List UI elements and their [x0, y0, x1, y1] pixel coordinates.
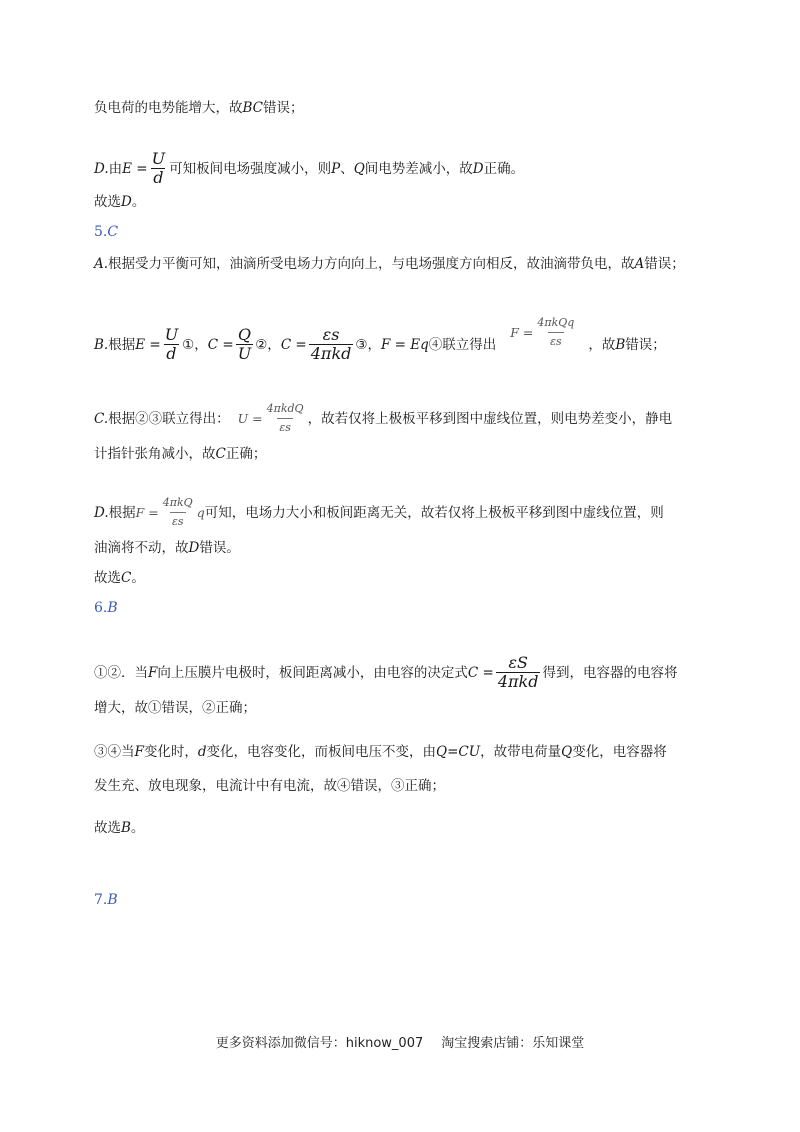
denominator: d: [153, 168, 164, 187]
var-bc: BC: [242, 100, 264, 116]
numerator: U: [164, 325, 179, 344]
text: 错误。: [199, 540, 240, 556]
fraction-f-d: [161, 494, 195, 531]
text: 油滴将不动，故: [94, 540, 189, 556]
text: 。: [130, 820, 145, 836]
numerator: Q: [237, 325, 252, 344]
text-line-energy: [94, 98, 720, 118]
text-line-choose-c: [94, 568, 720, 588]
denominator: U: [237, 344, 252, 363]
option-label: D.: [94, 160, 109, 177]
fraction-c-es: [309, 326, 354, 363]
equation-lhs: F =: [510, 324, 534, 340]
question-6-answer: [94, 598, 720, 618]
answer-letter: C: [107, 224, 119, 240]
option-label: A.: [94, 256, 109, 272]
var-q: Q: [353, 160, 365, 177]
text: 故选: [94, 194, 121, 210]
question-5-answer: [94, 222, 720, 242]
var-f: F: [148, 664, 158, 681]
text-line-6b2: [94, 776, 720, 796]
equation-lhs: E =: [135, 336, 161, 353]
text: 负电荷的电势能增大，故: [94, 100, 243, 116]
text: 根据: [108, 336, 136, 353]
text: ④联立得出: [428, 336, 497, 353]
text: 得到，电容器的电容将: [542, 664, 678, 681]
equation-lhs: C =: [207, 336, 234, 353]
text: 变化，电容器将: [572, 744, 667, 760]
text: ，故: [588, 336, 616, 353]
text: ，故带电荷量: [480, 744, 562, 760]
option-label: D.: [94, 504, 109, 521]
text-line-5b: [94, 316, 720, 363]
numerator: εs: [322, 325, 340, 344]
text-line-6a2: [94, 698, 720, 718]
var-d: D: [188, 540, 200, 556]
text: 错误；: [644, 256, 685, 272]
answer-letter: B: [107, 600, 118, 616]
text: 可知，电场力大小和板间距离无关，故若仅将上极板平移到图中虚线位置，则: [204, 504, 664, 521]
text-line-5d: [94, 494, 720, 531]
denominator: εs: [548, 332, 564, 351]
var-b: B: [615, 336, 626, 353]
denominator: εs: [170, 512, 186, 531]
denominator: 4πkd: [310, 344, 352, 363]
numerator: εS: [508, 653, 528, 672]
var-a: A: [634, 256, 645, 272]
numerator: 4πkdQ: [266, 402, 304, 415]
text-line-6a: [94, 654, 720, 691]
var-f: F: [134, 744, 144, 760]
text: 根据受力平衡可知，油滴所受电场力方向向上，与电场强度方向相反，故油滴带负电，故: [108, 256, 635, 272]
equation-lhs: U =: [237, 410, 263, 426]
answer-letter: B: [107, 892, 118, 908]
text: 变化，电容变化，而板间电压不变，由: [206, 744, 437, 760]
var-q: Q: [561, 744, 573, 760]
var-q: q: [196, 504, 205, 520]
text: 正确。: [483, 160, 525, 177]
text: 由: [108, 160, 123, 177]
text: 。: [131, 570, 145, 586]
var-d: D: [472, 160, 484, 177]
text: 根据: [108, 504, 136, 521]
text: 可知板间电场强度减小，则: [169, 160, 332, 177]
text: 。: [131, 194, 146, 210]
equation: F = Eq: [381, 336, 429, 353]
text: 错误；: [263, 100, 304, 116]
text-line-5c: [94, 400, 720, 437]
text: ③，: [355, 336, 381, 353]
question-7-answer: [94, 890, 720, 910]
text-line-choose-b: [94, 818, 720, 838]
text: 间电势差减小，故: [364, 160, 473, 177]
option-label: B.: [94, 336, 109, 353]
text: 发生充、放电现象，电流计中有电流，故④错误，③正确；: [94, 778, 445, 794]
text: ③④当: [94, 744, 135, 760]
fraction-capacitance: [496, 654, 541, 691]
text: 根据②③联立得出：: [108, 410, 230, 427]
fraction-e: [163, 326, 180, 363]
numerator: U: [151, 149, 166, 168]
denominator: 4πkd: [497, 672, 539, 691]
option-label: C.: [94, 410, 109, 427]
var-p: P: [331, 160, 341, 177]
text-line-option-d: [94, 150, 720, 187]
equation-lhs: C =: [280, 336, 307, 353]
footer-shop: 淘宝搜索店铺：乐知课堂: [441, 1036, 585, 1051]
numerator: 4πkQ: [162, 496, 193, 509]
equation-lhs: F =: [135, 504, 159, 520]
footer-wechat: 更多资料添加微信号：hiknow_007: [215, 1036, 424, 1051]
var-c: C: [121, 570, 132, 586]
equation-lhs: E =: [122, 160, 148, 177]
text: 、: [340, 160, 354, 177]
denominator: εs: [277, 418, 293, 437]
text-line-5a: [94, 254, 720, 274]
formula-f: [510, 314, 578, 351]
text: ①，: [182, 336, 208, 353]
equation-lhs: C =: [467, 664, 494, 681]
text: ②，: [255, 336, 281, 353]
text: 增大，故①错误，②正确；: [94, 700, 256, 716]
text: 变化时，: [143, 744, 198, 760]
denominator: d: [166, 344, 177, 363]
text: ，故若仅将上极板平移到图中虚线位置，则电势差变小，静电: [307, 410, 673, 427]
fraction-u: [265, 400, 306, 437]
text-line-5c2: [94, 444, 720, 464]
text: 正确；: [225, 446, 267, 462]
numerator: 4πkQq: [537, 316, 575, 329]
text: 向上压膜片电极时，板间距离减小，由电容的决定式: [157, 664, 468, 681]
text: 错误；: [625, 336, 666, 353]
var-b: B: [121, 820, 131, 836]
equation: Q=CU: [436, 744, 481, 760]
question-number: 5.: [94, 224, 108, 240]
var-c: C: [215, 446, 226, 462]
text: ①②．当: [94, 664, 148, 681]
page-footer: [0, 1032, 800, 1051]
fraction-f: [535, 314, 576, 351]
text: 故选: [94, 570, 121, 586]
text-line-5d2: [94, 538, 720, 558]
fraction-e-u-d: [150, 150, 167, 187]
question-number: 7.: [94, 892, 108, 908]
text: 计指针张角减小，故: [94, 446, 216, 462]
fraction-c-q-u: [236, 326, 253, 363]
text: 故选: [94, 820, 121, 836]
question-number: 6.: [94, 600, 108, 616]
var-d: d: [197, 744, 207, 760]
text-line-choose-d: [94, 192, 720, 212]
text-line-6b: [94, 742, 720, 762]
var-d: D: [121, 194, 132, 210]
